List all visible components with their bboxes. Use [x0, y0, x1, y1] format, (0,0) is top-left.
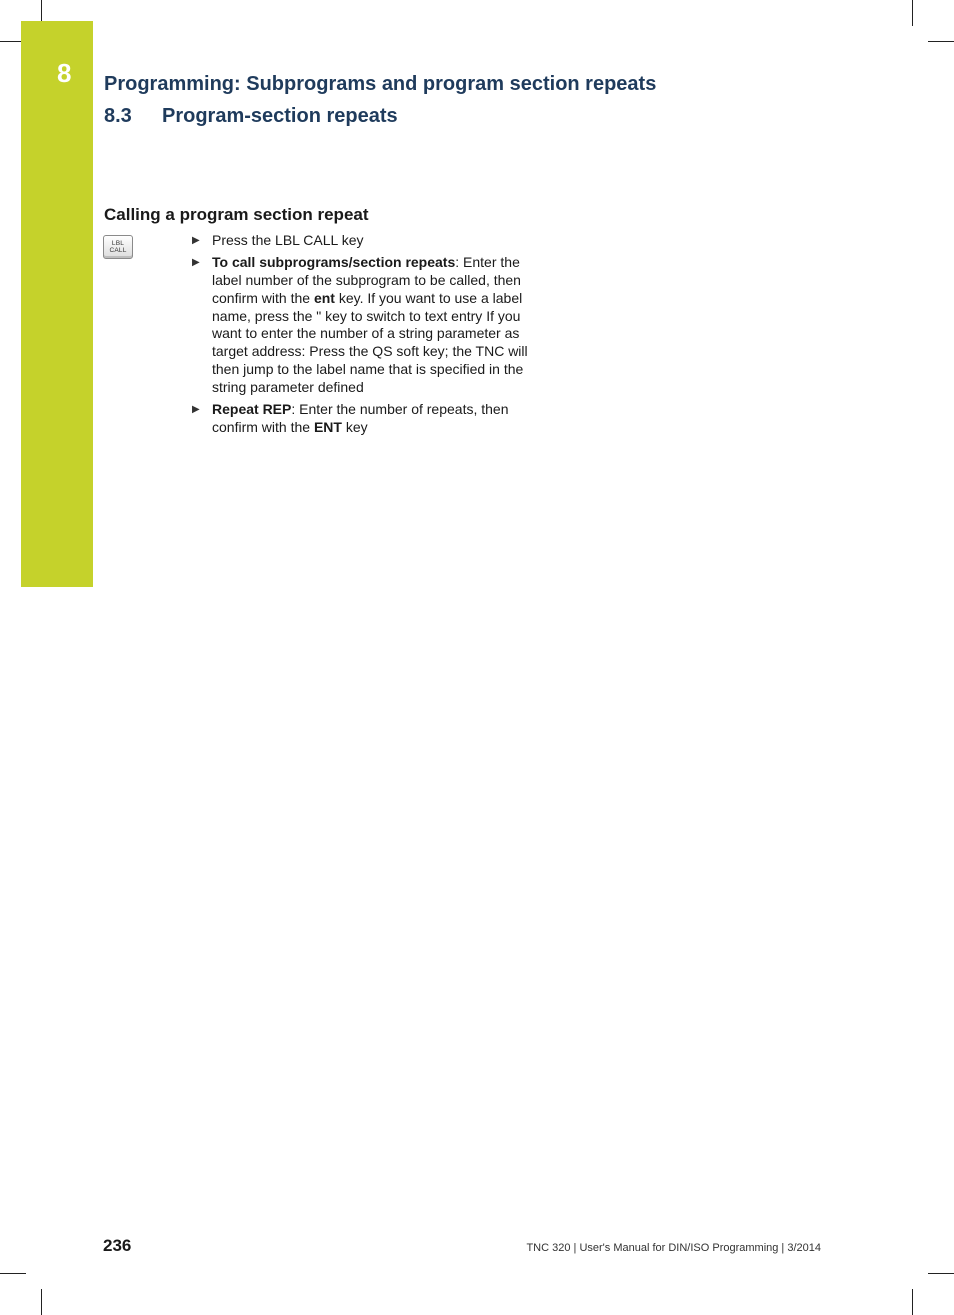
step-text: : Enter the number of repeats, then confirm with the — [212, 401, 509, 435]
key-label-line: LBL — [111, 240, 125, 247]
section-number: 8.3 — [104, 105, 132, 127]
key-label-line: CALL — [109, 247, 127, 254]
list-item — [192, 232, 548, 250]
step-text: Press the LBL CALL key — [212, 232, 364, 248]
step-label: To call subprograms/section repeats — [212, 254, 456, 271]
crop-mark — [912, 1289, 913, 1315]
chapter-tab-bar — [21, 21, 93, 587]
step-text: key — [341, 418, 368, 435]
step-key-name: ENT — [313, 418, 342, 435]
step-text: key. If you want to use a label name, press the " key to switch to text entry If you want to enter the number of a string parameter as target address: Press the QS soft key; the TNC will then jump to the label name that is specified in the string parameter defined — [212, 289, 528, 395]
section-title: Program-section repeats — [162, 105, 398, 127]
triangle-bullet-icon: ▶ — [192, 235, 200, 246]
crop-mark — [41, 1289, 42, 1315]
triangle-bullet-icon: ▶ — [192, 257, 200, 269]
chapter-title: Programming: Subprograms and program section repeats — [104, 73, 657, 95]
page-number: 236 — [103, 1236, 132, 1255]
footer-text: TNC 320 | User's Manual for DIN/ISO Programming | 3/2014 — [526, 1242, 821, 1254]
crop-mark — [928, 1273, 954, 1274]
triangle-bullet-icon: ▶ — [192, 404, 200, 416]
chapter-number: 8 — [57, 58, 72, 88]
crop-mark — [912, 0, 913, 26]
section-header — [104, 104, 398, 128]
lbl-call-key-icon — [103, 235, 133, 259]
crop-mark — [928, 41, 954, 42]
subsection-title: Calling a program section repeat — [104, 205, 369, 224]
step-text: : Enter the label number of the subprogram to be called, then confirm with the — [212, 254, 521, 306]
list-item — [192, 401, 548, 437]
list-item — [192, 254, 548, 396]
crop-mark — [0, 1273, 26, 1274]
step-key-name: ent — [313, 289, 335, 306]
instruction-steps — [192, 232, 548, 441]
step-label: Repeat REP — [212, 401, 292, 418]
